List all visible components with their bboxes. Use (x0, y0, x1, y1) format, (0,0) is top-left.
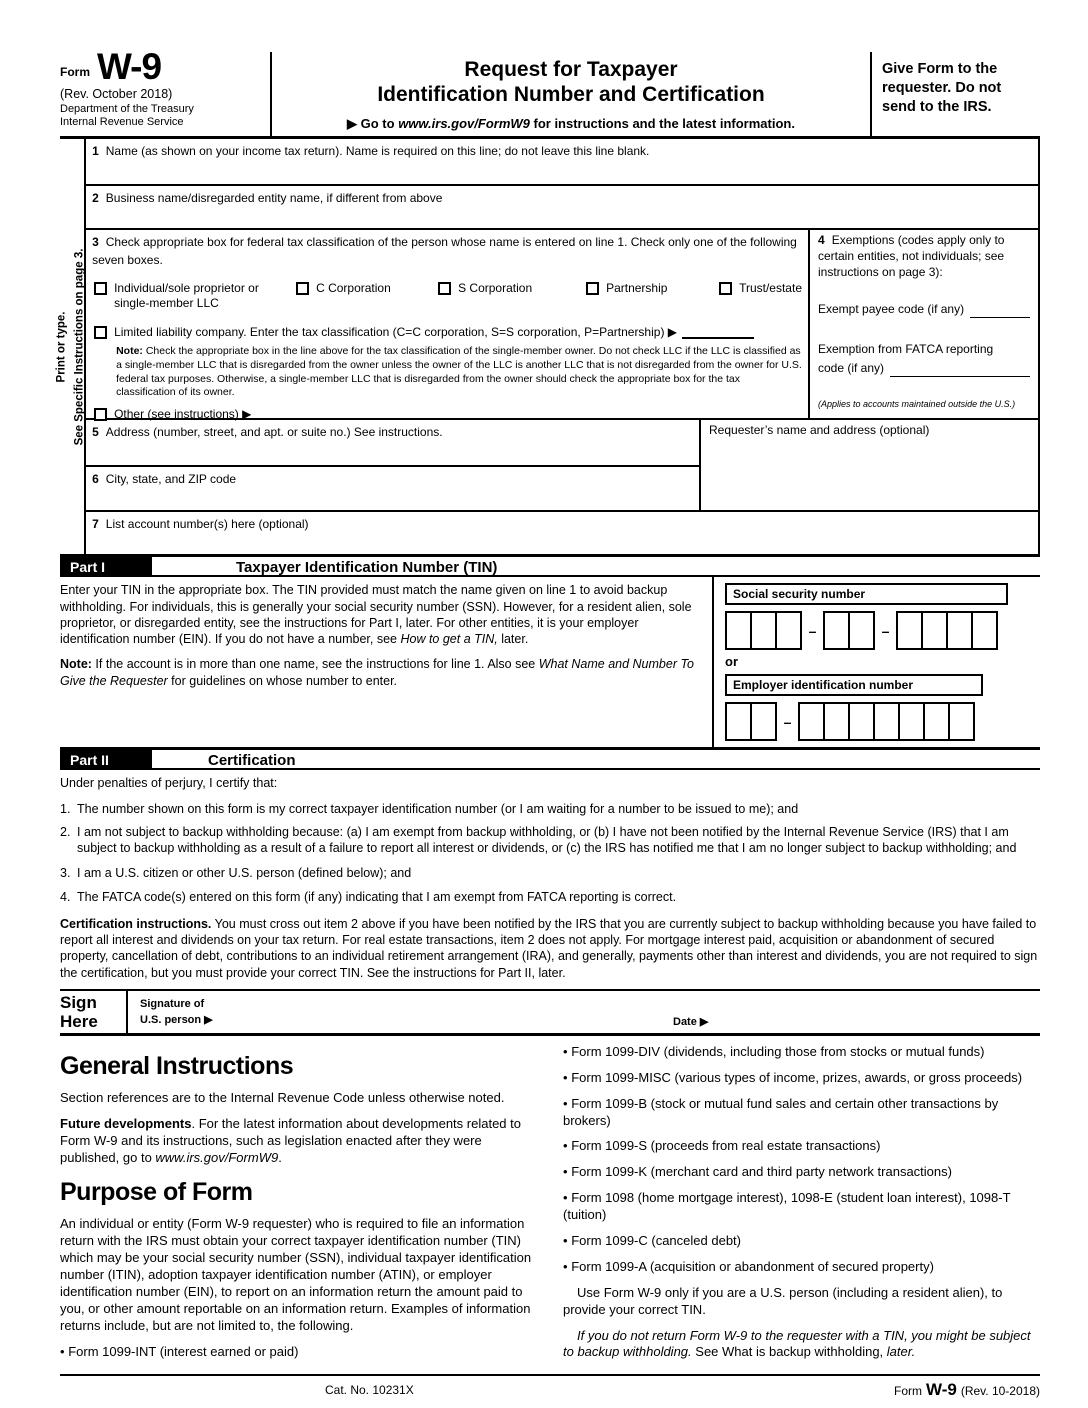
ein-digit-box[interactable] (948, 702, 975, 741)
ssn-dash: – (881, 622, 890, 639)
sign-here-label: Sign Here (60, 992, 98, 1031)
bullet-icon: • (563, 1164, 568, 1180)
certification-item-4: 4. The FATCA code(s) entered on this form (if any) indicating that I am exempt from FATCA reporting is correct. (60, 889, 677, 904)
form-revision: (Rev. October 2018) (60, 86, 173, 101)
goto-instructions: ▶ Go to www.irs.gov/FormW9 for instructions and the latest information. (347, 116, 795, 132)
address-requester-row (86, 420, 1038, 512)
fatca-label-line2: code (if any) (818, 361, 885, 376)
bullet-icon: • (563, 1258, 568, 1274)
department-label: Department of the Treasury (60, 102, 194, 115)
checkbox-item-partnership (586, 281, 719, 311)
checkbox-item-trust-estate (719, 281, 802, 311)
ein-digit-box[interactable] (798, 702, 825, 741)
address-column (86, 420, 701, 510)
part1-badge: Part I (60, 557, 152, 575)
checkbox-partnership-label: Partnership (606, 281, 668, 296)
llc-classification-blank[interactable] (682, 326, 754, 339)
checkbox-s-corporation-label: S Corporation (458, 281, 533, 296)
checkbox-llc[interactable] (94, 326, 107, 339)
purpose-of-form-title: Purpose of Form (60, 1177, 253, 1206)
ssn-digit-box[interactable] (775, 611, 802, 650)
ssn-label-box: Social security number (725, 583, 1008, 605)
checkbox-individual[interactable] (94, 282, 107, 295)
business-name-field[interactable] (86, 186, 1038, 230)
bullet-icon: • (60, 1343, 65, 1359)
ein-digit-box[interactable] (725, 702, 752, 741)
ein-digit-box[interactable] (848, 702, 875, 741)
ein-digit-row (725, 702, 1040, 741)
llc-note: Note: Check the appropriate box in the line above for the tax classification of the single-member owner. Do not check LLC if the LLC is classified as a single-member LLC that is disregarded from the owner unless the owner of the LLC is another LLC that is not disregarded from the owner for U.S. federal tax purposes. Otherwise, a single-member LLC that is disregarded from the owner should check the appropriate box for the tax classification of its owner. (116, 345, 802, 399)
future-developments: Future developments. For the latest information about developments related to Form W-9 and its instructions, such as legislation enacted after they were published, go to www.irs.gov/FormW9. (60, 1116, 521, 1166)
bullet-1099-misc: • Form 1099-MISC (various types of income, prizes, awards, or gross proceeds) (563, 1069, 1023, 1085)
fields-table (84, 139, 1040, 554)
fields-section (55, 139, 1040, 554)
fatca-row (818, 342, 1030, 377)
ssn-digit-box[interactable] (750, 611, 777, 650)
ein-label-box: Employer identification number (725, 674, 983, 696)
or-label: or (725, 654, 738, 670)
signature-label: Signature of U.S. person ▶ (140, 997, 213, 1027)
checkbox-s-corporation[interactable] (438, 282, 451, 295)
footer-form-id: Form W-9 (Rev. 10-2018) (894, 1380, 1040, 1400)
applies-note: (Applies to accounts maintained outside the U.S.) (818, 398, 1016, 409)
perjury-intro: Under penalties of perjury, I certify that: (60, 776, 278, 791)
bullet-1099-s: • Form 1099-S (proceeds from real estate transactions) (563, 1138, 881, 1154)
part1-header-bar (60, 554, 1040, 577)
line1-number: 1 (92, 144, 99, 159)
checkbox-trust-estate[interactable] (719, 282, 732, 295)
exempt-payee-blank[interactable] (970, 306, 1030, 318)
part2-badge: Part II (60, 750, 152, 768)
checkbox-item-individual (94, 281, 296, 311)
form-title-block (272, 52, 870, 136)
instructions-right-column (563, 1044, 1040, 1370)
page-footer (60, 1374, 1040, 1400)
line5-number: 5 (92, 425, 99, 440)
certification-item-2: 2. I am not subject to backup withholding because: (a) I am exempt from backup withholding, or (b) I have not been notified by the Internal Revenue Service (IRS) that I am subject to backup withholding as a result of a failure to report all interest or dividends, or (c) the IRS has notified me that I am no longer subject to backup withholding; and (60, 824, 1017, 856)
backup-withholding-warning: If you do not return Form W-9 to the requester with a TIN, you might be subject to backup withholding. See What is backup withholding, later. (563, 1327, 1031, 1360)
general-instructions-title: General Instructions (60, 1051, 294, 1080)
give-form-notice: Give Form to the requester. Do not send to the IRS. (870, 52, 1040, 136)
use-form-paragraph: Use Form W-9 only if you are a U.S. person (including a resident alien), to provide your correct TIN. (563, 1284, 1003, 1317)
exempt-payee-row (818, 302, 1030, 318)
certification-instructions: Certification instructions. You must cross out item 2 above if you have been notified by the IRS that you are currently subject to backup withholding because you have failed to report all interest and dividends on your tax return. For real estate transactions, item 2 does not apply. For mortgage interest paid, acquisition or abandonment of secured property, cancellation of debt, contributions to an individual retirement arrangement (IRA), and generally, payments other than interest and dividends, you are not required to sign the certification, but you must provide your correct TIN. See the instructions for Part II, later. (60, 916, 1038, 980)
section-references: Section references are to the Internal Revenue Code unless otherwise noted. (60, 1090, 505, 1106)
line7-number: 7 (92, 517, 99, 532)
fatca-code-blank[interactable] (890, 365, 1030, 377)
line7-label: List account number(s) here (optional) (105, 517, 309, 532)
signature-row (60, 989, 1040, 1036)
ssn-digit-box[interactable] (848, 611, 875, 650)
checkbox-partnership[interactable] (586, 282, 599, 295)
line2-label: Business name/disregarded entity name, if different from above (105, 191, 443, 206)
bullet-icon: • (563, 1069, 568, 1085)
bullet-1098: • Form 1098 (home mortgage interest), 1098-E (student loan interest), 1098-T (tuition) (563, 1190, 1011, 1223)
general-instructions-section (60, 1036, 1040, 1370)
certification-item-1: 1. The number shown on this form is my correct taxpayer identification number (or I am waiting for a number to be issued to me); and (60, 801, 799, 816)
city-state-zip-field[interactable] (86, 467, 699, 510)
bullet-icon: • (563, 1190, 568, 1206)
ssn-digit-box[interactable] (725, 611, 752, 650)
bullet-icon: • (563, 1138, 568, 1154)
llc-label: Limited liability company. Enter the tax classification (C=C corporation, S=S corporation, P=Partnership) ▶ (114, 325, 678, 340)
ssn-digit-box[interactable] (971, 611, 998, 650)
checkbox-trust-estate-label: Trust/estate (739, 281, 802, 296)
form-header (60, 46, 1040, 139)
ssn-dash: – (808, 622, 817, 639)
ein-digit-box[interactable] (750, 702, 777, 741)
ssn-digit-row (725, 611, 1040, 650)
bullet-1099-b: • Form 1099-B (stock or mutual fund sales and certain other transactions by brokers) (563, 1095, 999, 1128)
classification-checkbox-row (94, 281, 802, 311)
instructions-left-column (60, 1044, 537, 1370)
ssn-digit-box[interactable] (921, 611, 948, 650)
part2-content (60, 770, 1040, 1036)
requester-label: Requester’s name and address (optional) (709, 423, 930, 438)
llc-row (94, 325, 802, 339)
ein-digit-box[interactable] (873, 702, 900, 741)
line6-number: 6 (92, 472, 99, 487)
line1-label: Name (as shown on your income tax return). Name is required on this line; do not leave this line blank. (105, 144, 650, 159)
checkbox-individual-label: Individual/sole proprietor or single-member LLC (114, 281, 259, 311)
bullet-1099-a: • Form 1099-A (acquisition or abandonment of secured property) (563, 1258, 934, 1274)
bullet-icon: • (563, 1043, 568, 1059)
print-or-type-label: Print or type. (55, 311, 68, 383)
ein-dash: – (783, 713, 792, 730)
line4-number: 4 (818, 233, 825, 248)
agency-label: Internal Revenue Service (60, 116, 184, 129)
name-field[interactable] (86, 139, 1038, 186)
bullet-1099-div: • Form 1099-DIV (dividends, including those from stocks or mutual funds) (563, 1043, 985, 1059)
form-identity (60, 46, 272, 136)
irs-url: www.irs.gov/FormW9 (398, 116, 530, 132)
form-number: W-9 (97, 46, 162, 87)
ssn-digit-box[interactable] (896, 611, 923, 650)
date-field[interactable]: Date ▶ (673, 1015, 709, 1028)
form-word: Form (60, 64, 90, 79)
irs-url-2: www.irs.gov/FormW9 (155, 1150, 279, 1166)
line6-label: City, state, and ZIP code (105, 472, 237, 487)
ein-digit-box[interactable] (923, 702, 950, 741)
address-field[interactable] (86, 420, 699, 467)
pointer-icon: ▶ (347, 116, 361, 132)
part1-content (60, 577, 1040, 747)
classification-and-exemptions-row (86, 230, 1038, 420)
tin-entry-column (712, 577, 1040, 747)
bullet-icon: • (563, 1095, 568, 1111)
form-title-line2: Identification Number and Certification (377, 83, 765, 107)
requester-name-address-field[interactable] (701, 420, 1038, 510)
other-label: Other (see instructions) ▶ (114, 406, 252, 421)
certification-item-3: 3. I am a U.S. citizen or other U.S. person (defined below); and (60, 866, 412, 881)
ein-digit-box[interactable] (898, 702, 925, 741)
catalog-number: Cat. No. 10231X (325, 1383, 414, 1398)
line5-label: Address (number, street, and apt. or suite no.) See instructions. (105, 425, 443, 440)
see-instructions-label: See Specific Instructions on page 3. (74, 248, 87, 446)
checkbox-c-corporation[interactable] (296, 282, 309, 295)
checkbox-c-corporation-label: C Corporation (316, 281, 391, 296)
exemptions-cell (810, 230, 1038, 418)
part1-title: Taxpayer Identification Number (TIN) (236, 559, 498, 577)
fatca-label-line1: Exemption from FATCA reporting (818, 341, 994, 356)
bullet-1099-int: • Form 1099-INT (interest earned or paid) (60, 1343, 299, 1359)
side-strip (55, 139, 87, 554)
line2-number: 2 (92, 191, 99, 206)
part2-title: Certification (208, 752, 296, 770)
exempt-payee-label: Exempt payee code (if any) (818, 302, 965, 317)
line3-label: Check appropriate box for federal tax classification of the person whose name is entered on line 1. Check only one of the following seven boxes. (92, 235, 797, 268)
part1-text-column (60, 577, 712, 747)
tax-classification-cell (86, 230, 810, 421)
part1-paragraph: Enter your TIN in the appropriate box. The TIN provided must match the name given on line 1 to avoid backup withholding. For individuals, this is generally your social security number (SSN). However, for a resident alien, sole proprietor, or disregarded entity, see the instructions for Part I, later. For other entities, it is your employer identification number (EIN). If you do not have a number, see How to get a TIN, later. (60, 583, 692, 647)
form-title-line1: Request for Taxpayer (464, 58, 678, 81)
checkbox-item-s-corp (438, 281, 586, 311)
bullet-icon: • (563, 1233, 568, 1248)
line4-label: Exemptions (codes apply only to certain entities, not individuals; see instructions on page 3): (818, 233, 1005, 279)
line3-number: 3 (92, 235, 99, 250)
checkbox-other[interactable] (94, 408, 107, 421)
ein-digit-box[interactable] (823, 702, 850, 741)
bullet-1099-k: • Form 1099-K (merchant card and third party network transactions) (563, 1164, 952, 1180)
part1-note: Note: If the account is in more than one name, see the instructions for line 1. Also see What Name and Number To Give the Requester for guidelines on whose number to enter. (60, 657, 694, 688)
account-numbers-field[interactable] (86, 512, 1038, 554)
checkbox-item-c-corp (296, 281, 438, 311)
part2-header-bar (60, 747, 1040, 770)
bullet-1099-c: • Form 1099-C (canceled debt) (563, 1233, 741, 1248)
ssn-digit-box[interactable] (946, 611, 973, 650)
other-row (94, 407, 802, 421)
purpose-text: An individual or entity (Form W-9 requester) who is required to file an information return with the IRS must obtain your correct taxpayer identification number (TIN) which may be your social security number (SSN), individual taxpayer identification number (ITIN), adoption taxpayer identification number (ATIN), or employer identification number (EIN), to report on an information return the amount paid to you, or other amount reportable on an information return. Examples of information returns include, but are not limited to, the following. (60, 1216, 532, 1333)
signature-field[interactable] (128, 991, 1040, 1033)
ssn-digit-box[interactable] (823, 611, 850, 650)
